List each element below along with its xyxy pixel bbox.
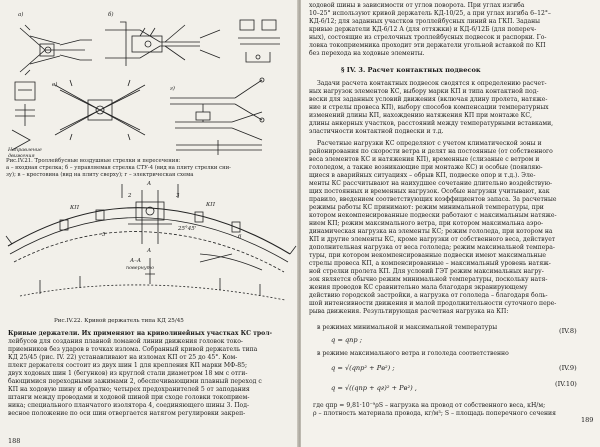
- figure-21-side-details: [12, 82, 35, 150]
- figure-21b-label: б): [108, 12, 114, 18]
- figure-21v-drawing: [55, 80, 145, 140]
- para2-line: нием КП; режим максимального ветра, при котором максимальна аэро-: [309, 220, 544, 227]
- rotated-label: повернуто: [126, 266, 155, 271]
- para2-line: режимы работы КС принимают: режим минимальной температуры, при: [309, 204, 544, 211]
- where-line-1: где qпр = 9,81·10⁻⁹ρS – нагрузка на провод от собственного веса, кН/м;: [313, 402, 546, 409]
- para2-line: шой интенсивности движения и малой продолжительности суточного пере-: [309, 300, 557, 307]
- right-paragraph-1: [309, 80, 593, 136]
- right-top-line: 10–25° используют кривой держатель КД-10/25, а при углах изгиба 6–12°–: [309, 10, 551, 17]
- para2-line: действию городской застройки, а нагрузка от гололеда – благодаря боль-: [309, 292, 548, 299]
- figure-21a-label: а): [18, 12, 24, 18]
- part-3-label: 3: [176, 193, 180, 199]
- right-top-line: ходовой шины в зависимости от углов поворота. При углах изгиба: [309, 2, 525, 9]
- left-line: двух ходовых шин 1 (бегунков) из круглой стали диаметром 18 мм с отги-: [8, 370, 248, 377]
- figure-21-caption-line-2: а – входная стрелка; б – управляемая стрелка СТУ-4 (вид на плиту стрелки сни-: [6, 165, 231, 171]
- equation-iv-9-number: (IV.9): [559, 364, 577, 372]
- where-line-2: ρ – плотность материала провода, кг/м³; S – площадь поперечного сечения: [313, 410, 556, 417]
- left-line: приемников без ударов в точках излома. Собранный кривой держатель типа: [8, 346, 258, 353]
- angle-label: 25°45': [178, 226, 197, 232]
- para2-line: рыва движения. Результирующая расчетная нагрузка на КП:: [309, 308, 509, 315]
- right-page-number: 189: [581, 416, 594, 424]
- figure-22-caption: Рис.IV.22. Кривой держатель типа КД 25/45: [54, 318, 184, 324]
- equation-iv-10-number: (IV.10): [555, 380, 577, 388]
- para1-line: эластичности контактной подвески и т.д.: [309, 128, 444, 135]
- para1-line: ных нагрузок элементов КС, выбору марки КП и типа контактной под-: [309, 88, 539, 95]
- para2-line: районирования по скорости ветра и делят на постоянные (от собственного: [309, 148, 553, 155]
- equation-iv-10: q = √((qпр + qг)² + Pв²) ,: [331, 384, 417, 392]
- left-line: бающимися переходными зажимами 2, обеспечивающими плавный переход с: [8, 378, 262, 385]
- figure-21-caption-title: Рис.IV.21. Троллейбусные воздушные стрелки и пересечения:: [6, 158, 181, 164]
- equation-iv-8-number: (IV.8): [559, 327, 577, 335]
- para2-line: веса элементов КС и натяжения КП), временные (слизаные с ветром и: [309, 156, 540, 163]
- para2-line: КП и другие элементы КС, кроме нагрузки от собственного веса, действует: [309, 236, 556, 243]
- left-line: ника; специального планчатого изолятора 4, соединяющего шины 3. Под-: [8, 402, 250, 409]
- part-5-label: 5: [102, 232, 106, 238]
- right-top-paragraph: [309, 2, 593, 58]
- direction-label: Направление движения: [8, 148, 42, 159]
- para2-line: правило, введением соответствующих коэффициентов запаса. За расчетные: [309, 196, 557, 203]
- left-line: лейбусов для создания плавной ломаной линии движения головок токо-: [8, 338, 243, 345]
- kp-label-left: КП: [70, 205, 80, 211]
- para2-line: щиеся в аварийных ситуациях – обрыв КП, подвеске опор и т.д.). Эле-: [309, 172, 536, 179]
- left-line: плект держателя состоит из двух шин 1 для крепления КП марки МФ-85;: [8, 362, 248, 369]
- right-top-line: кривые держатели КД-6/12 А (для оттяжки) и КД-6/12Б (для попереч-: [309, 26, 537, 33]
- left-line: весное положение по оси шин отвергается натягом регулировки закреп-: [8, 410, 246, 417]
- para2-line: котором некомпенсированные подвески работают с максимальным натяже-: [309, 212, 557, 219]
- left-line: КД 25/45 (рис. IV. 22) устанавливают на изломах КП от 25 до 45°. Ком-: [8, 354, 238, 361]
- para1-line: Задачи расчета контактных подвесок сводятся к определению расчет-: [317, 80, 547, 87]
- kp-label-right: КП: [206, 202, 216, 208]
- para2-line: туры, при котором некомпенсированные подвески имеют максимальные: [309, 252, 547, 259]
- para2-line: динамическая нагрузка на элементы КС; режим гололеда, при котором на: [309, 228, 553, 235]
- section-heading: § IV. 3. Расчет контактных подвесок: [341, 66, 481, 74]
- figure-21-section-drawings: [238, 20, 280, 62]
- figure-21g-drawing: [170, 78, 264, 155]
- section-a-bottom-label: А: [147, 248, 152, 254]
- right-top-line: КД-6/12; для заданных участков троллейбусных линий на ГКП. Заданы: [309, 18, 541, 25]
- figure-21v-label: в): [52, 82, 58, 88]
- right-top-line: без перехода на ходовые элементы.: [309, 50, 425, 57]
- figure-21-caption: [6, 158, 292, 179]
- para2-line: стрелы провеса КП, а компенсированные – максимальный уровень натяж-: [309, 260, 551, 267]
- left-paragraph: [8, 330, 292, 418]
- right-top-line: ловка токоприемника проходит эти держатели угольной вставкой по КП: [309, 42, 546, 49]
- para1-line: длины анкерных участков, расстояний между температурными вставками,: [309, 120, 554, 127]
- section-aa-label: А–А: [130, 258, 142, 264]
- right-page: [301, 0, 600, 447]
- section-a-top-label: А: [147, 181, 152, 187]
- para2-line: ной стрелки пролета КП. Для условий ГЭТ режим максимальных нагру-: [309, 268, 544, 275]
- where-clause: [313, 402, 595, 418]
- figure-21b-drawing: [105, 22, 220, 66]
- figure-21g-label: г): [170, 86, 175, 92]
- para2-line: зок является обычно режим минимальной температуры, поскольку натя-: [309, 276, 548, 283]
- right-top-line: ных), состоящие из стрелочных троллейбусных подвесок и распорки. Го-: [309, 34, 547, 41]
- mode-2-text: в режиме максимального ветра и гололеда соответственно: [317, 350, 509, 357]
- para2-line: щих постоянных и временных нагрузок. Особые нагрузки учитывают, как: [309, 188, 550, 195]
- para2-line: дополнительная нагрузка от веса гололеда; режим максимальной темпера-: [309, 244, 555, 251]
- left-line: штанги между проводами и ходовой шиной при сходе головки токоприем-: [8, 394, 250, 401]
- part-6-label: 6: [238, 234, 242, 240]
- para2-line: менты КС рассчитывают на наихудшее сочетание длительно воздействую-: [309, 180, 553, 187]
- right-paragraph-2: [309, 140, 593, 316]
- mode-1-text: в режимах минимальной и максимальной температуры: [317, 324, 498, 331]
- equation-iv-8: q = qпр ;: [331, 336, 362, 344]
- left-page-number: 188: [8, 437, 21, 445]
- equation-iv-9: q = √(qпр² + Pв²) ;: [331, 364, 395, 372]
- part-2-label: 2: [128, 193, 132, 199]
- para2-line: Расчетные нагрузки КС определяют с учетом климатической зоны и: [317, 140, 542, 147]
- para2-line: гололедом, а также возникающие при монтаже КС) и особые (появляю-: [309, 164, 543, 171]
- left-page: [0, 0, 298, 447]
- para2-line: жения проводов КС сравнительно мала благодаря экранирующему: [309, 284, 528, 291]
- para1-line: изменений длины КП, нахождению натяжения КП при монтаже КС,: [309, 112, 532, 119]
- para1-line: ние и стрелы провеса КП), выбору способов компенсации температурных: [309, 104, 549, 111]
- left-line: КП на ходовую шину и обратно; четырех предохранителей 5 от заподания: [8, 386, 250, 393]
- para1-line: вески для заданных условий движения (включая длину пролета, натяже-: [309, 96, 548, 103]
- figure-21a-drawing: [20, 25, 92, 75]
- left-line: Кривые держатели. Их применяют на криволинейных участках КС трол-: [8, 330, 273, 337]
- figure-21-caption-line-3: зу); в – крестовина (вид на плиту сверху); г – электрическая схема: [6, 172, 194, 178]
